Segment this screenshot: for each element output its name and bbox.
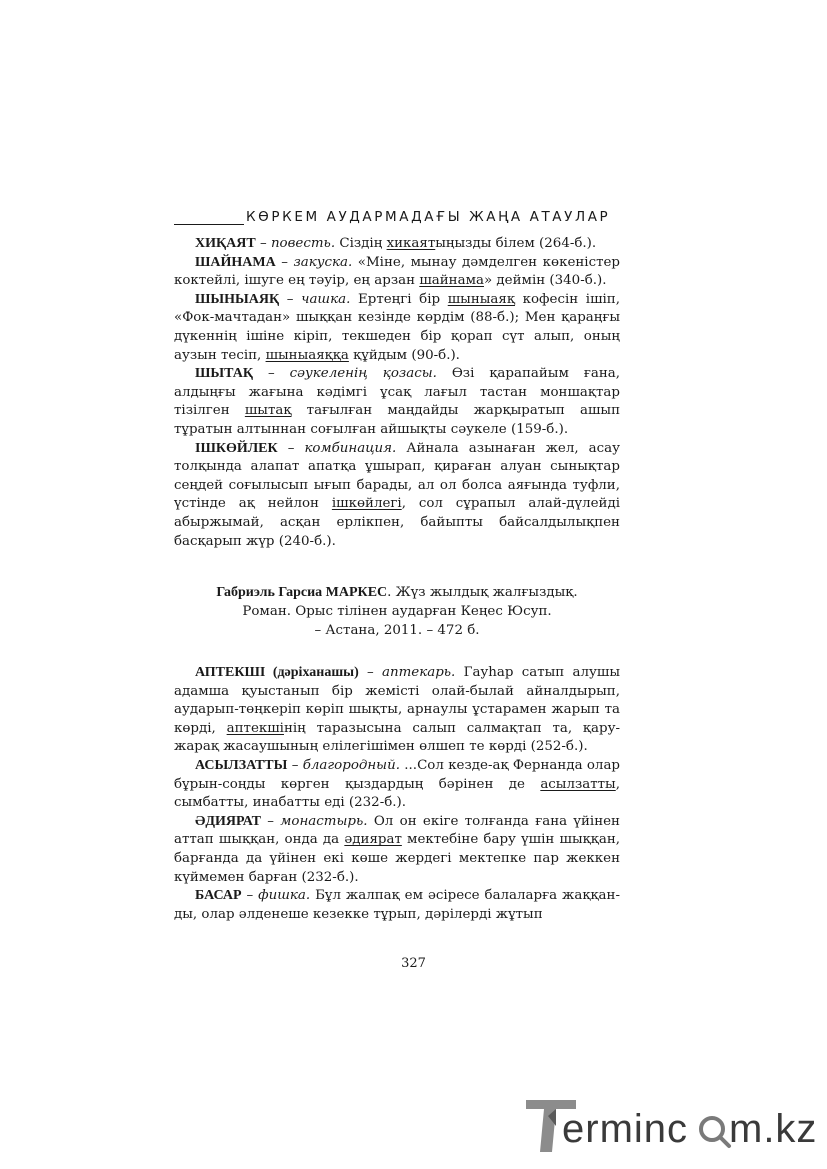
termincom-logo-icon (526, 1096, 816, 1156)
citation-line-2: Роман. Орыс тілінен аударған Кеңес Юсуп. (242, 604, 552, 619)
term-usage: шайнама (419, 273, 484, 289)
citation-line-1: Габриэль Гарсиа МАРКЕС. Жүз жылдық жалғыздық. (216, 585, 578, 600)
entry-translation: монастырь. (280, 813, 368, 829)
term-usage: шыныаяққа (265, 347, 349, 363)
entry-term: АПТЕКШІ (дәріханашы) (195, 665, 359, 680)
entry-translation: закуска. (293, 254, 353, 270)
term-usage: аптекші (226, 720, 284, 736)
entry-term: ӘДИЯРАТ (195, 813, 261, 829)
term-usage: шыныаяқ (447, 291, 515, 307)
entry-shainama: ШАЙНАМА – закуска. «Міне, мынау дәмделген көкеністер коктейлі, ішуге ең тәуір, ең арзан шайнама» деймін (340-б.). (174, 254, 620, 289)
term-usage: шытақ (244, 403, 292, 419)
dictionary-section-1 (174, 235, 620, 551)
entry-term: ХИҚАЯТ (195, 236, 256, 251)
entry-hikayat: ХИҚАЯТ – повесть. Сіздің хикаятыңызды білем (264-б.). (195, 236, 597, 251)
entry-adiyarat: ӘДИЯРАТ – монастырь. Ол он екіге толғанда ғана үйінен аттап шыққан, онда да әдиярат мектебіне бару үшін шыққан, барғанда да үйінен екі көше жердегі мектепке пар жеккен күймемен барған (232-б.). (174, 813, 620, 885)
entry-term: АСЫЛЗАТТЫ (195, 757, 288, 773)
citation-author: Габриэль Гарсиа МАРКЕС (216, 585, 388, 600)
dictionary-section-2 (174, 664, 620, 924)
source-citation (174, 583, 620, 640)
entry-aptekshi: АПТЕКШІ (дәріханашы) – аптекарь. Гауһар сатып алушы адамша қуыстанып бір жемісті олай-былай айналдырып, аударып-төңкеріп көріп шықты, арнаулы ұстарамен жарып та көрді, аптекшінің таразысына салып салмақтап та, қару-жарақ жасаушының елілегішімен өлшеп те көрді (252-б.). (174, 665, 620, 755)
entry-translation: фишка. (258, 888, 311, 904)
entry-translation: сәукеленің қозасы. (289, 366, 437, 382)
termincom-watermark (526, 1096, 816, 1156)
running-header (174, 209, 620, 225)
svg-text:m.kz: m.kz (729, 1107, 816, 1151)
term-usage: ішкөйлегі (331, 496, 402, 512)
running-title: КӨРКЕМ АУДАРМАДАҒЫ ЖАҢА АТАУЛАР (246, 209, 611, 225)
entry-shynyayak: ШЫНЫАЯҚ – чашка. Ертеңгі бір шыныаяқ кофесін ішіп, «Фок-мачтадан» шыққан кезінде көрдім (88-б.); Мен қараңғы дүкеннің ішіне кіріп, текшеден бір қорап сүт алып, оның аузын тесіп, шыныаяққа құйдым (90-б.). (174, 291, 620, 363)
entry-term: ІШКӨЙЛЕК (195, 440, 278, 456)
entry-term: ШЫТАҚ (195, 366, 254, 382)
citation-line-3: – Астана, 2011. – 472 б. (314, 623, 480, 638)
header-rule (174, 212, 244, 225)
entry-shytak: ШЫТАҚ – сәукеленің қозасы. Өзі қарапайым ғана, алдыңғы жағына кәдімгі ұсақ лағыл тастан моншақтар тізілген шытақ тағылған маңдайды жарқыратып ашып тұратын алтыннан соғылған айшықты сәукеле (159-б.). (174, 366, 621, 437)
entry-translation: благородный. (302, 757, 400, 773)
entry-term: ШАЙНАМА (195, 254, 276, 270)
entry-basar: БАСАР – фишка. Бұл жалпақ ем әсіресе балаларға жаққан-ды, олар әлденеше кезекке тұрып, дәрілерді жұтып (174, 888, 620, 922)
term-usage: хикаят (386, 236, 436, 251)
svg-text:erminc: erminc (562, 1107, 689, 1151)
entry-asylzatty: АСЫЛЗАТТЫ – благородный. ...Сол кезде-ақ Фернанда олар бұрын-соңды көрген қыздардың бәрінен де асылзатты, сымбатты, инабатты еді (232-б.). (174, 757, 620, 811)
entry-translation: повесть. (270, 236, 336, 251)
term-usage: асылзатты (540, 776, 616, 792)
entry-term: ШЫНЫАЯҚ (195, 291, 280, 307)
entry-translation: чашка. (301, 291, 351, 307)
entry-term: БАСАР (195, 888, 242, 904)
entry-translation: комбинация. (304, 440, 397, 456)
term-usage: әдиярат (344, 832, 402, 848)
entry-ishkoilek: ІШКӨЙЛЕК – комбинация. Айнала азынаған жел, асау толқында алапат апатқа ұшырап, қираған алуан сынықтар сеңдей соғылысып ығып барады, ал ол болса аяғында туфли, үстінде ақ нейлон ішкөйлегі, сол сұрапыл алай-дүлейді абыржымай, асқан ерлікпен, байыпты байсалдылықпен басқарып жүр (240-б.). (174, 440, 621, 549)
page-number: 327 (401, 956, 426, 971)
entry-translation: аптекарь. (381, 665, 456, 680)
